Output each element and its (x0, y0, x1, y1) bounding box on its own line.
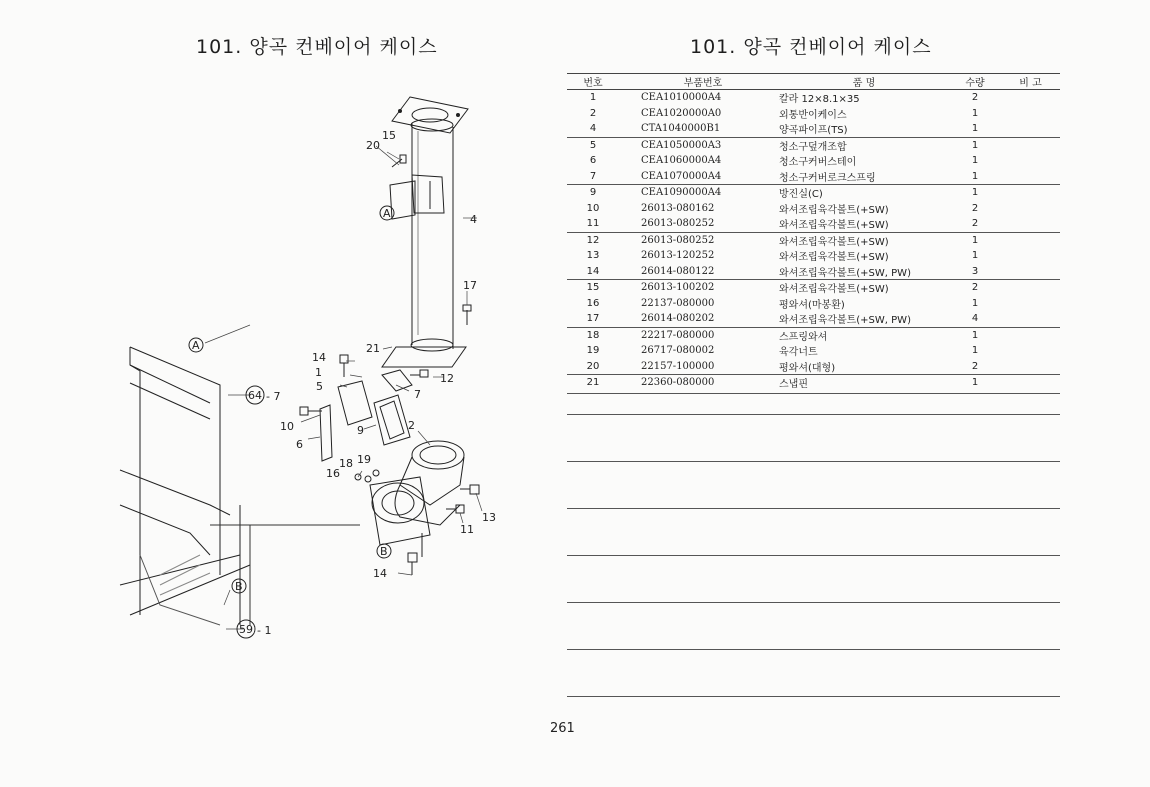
table-rule (567, 393, 1060, 394)
callout-1: 1 (315, 366, 322, 379)
table-row (567, 201, 1060, 217)
callout-7: 7 (414, 388, 421, 401)
cell-part-number: 26013-100202 (619, 280, 765, 296)
table-row (567, 311, 1060, 327)
table-row (567, 327, 1060, 343)
cell-part-number: 26013-080252 (641, 218, 715, 230)
table-rule (567, 414, 1060, 415)
cell-qty: 2 (949, 280, 1001, 296)
cell-part-number: CEA1090000A4 (619, 185, 765, 201)
cell-qty: 1 (971, 107, 979, 119)
cell-remarks (1001, 232, 1060, 248)
cell-qty: 1 (949, 375, 1001, 391)
table-row (567, 185, 1060, 201)
cell-part-name: 와셔조립육각볼트(+SW) (779, 252, 889, 264)
cell-remarks (1001, 201, 1060, 217)
header-part-number: 부품번호 (619, 74, 765, 90)
cell-part-name: 청소구커버로크스프링 (779, 172, 876, 184)
lock-spring (382, 370, 412, 391)
cell-part-number: 22157-100000 (641, 360, 715, 372)
callout-ref-59: 59 (239, 623, 253, 636)
cell-qty: 2 (971, 360, 979, 372)
cell-remarks (1001, 359, 1060, 375)
cell-part-number: 22360-080000 (619, 375, 765, 391)
cell-qty: 4 (971, 313, 979, 325)
callout-ref-b-case: B (380, 545, 388, 558)
cell-part-number: CEA1050000A3 (619, 137, 765, 153)
callout-9: 9 (357, 424, 364, 437)
table-row (567, 375, 1060, 391)
cell-no: 20 (586, 360, 600, 372)
cell-qty: 1 (971, 155, 979, 167)
cover-stay (320, 405, 332, 461)
table-row (567, 343, 1060, 359)
cell-qty: 1 (971, 250, 979, 262)
cell-part-number: 22137-080000 (641, 297, 715, 309)
table-row (567, 264, 1060, 280)
cell-part-name: 평와셔(마봉환) (779, 299, 845, 311)
cell-remarks (1001, 153, 1060, 169)
table-rule (567, 461, 1060, 462)
table-rule (567, 602, 1060, 603)
parts-table (567, 73, 1060, 391)
cell-qty: 1 (949, 327, 1001, 343)
header-part-name: 품 명 (765, 74, 949, 90)
cell-no: 17 (586, 313, 600, 325)
cell-part-name: 방진실(C) (765, 185, 949, 201)
cell-remarks (1001, 90, 1060, 106)
cell-part-number: CEA1010000A4 (641, 92, 722, 104)
table-row (567, 280, 1060, 296)
cell-part-number: CEA1020000A0 (641, 107, 722, 119)
table-rule (567, 508, 1060, 509)
cell-no: 1 (589, 92, 597, 104)
cell-part-name: 청소구덮개조합 (765, 137, 949, 153)
seal-packing (374, 395, 410, 445)
cell-part-name: 와셔조립육각볼트(+SW, PW) (779, 267, 911, 279)
cell-part-number: 26014-080122 (641, 265, 715, 277)
table-row (567, 106, 1060, 122)
cell-no: 9 (567, 185, 619, 201)
cell-part-number: CEA1070000A4 (641, 170, 722, 182)
table-row (567, 121, 1060, 137)
cell-part-name: 양곡파이프(TS) (779, 125, 848, 137)
table-rule (567, 696, 1060, 697)
cell-remarks (1001, 185, 1060, 201)
header-remarks: 비 고 (1001, 74, 1060, 90)
cell-remarks (1001, 296, 1060, 312)
cell-part-name: 청소구커버스테이 (779, 157, 857, 169)
cell-qty: 2 (971, 202, 979, 214)
table-row (567, 169, 1060, 185)
cell-qty: 3 (971, 265, 979, 277)
cell-part-number: 22217-080000 (619, 327, 765, 343)
callout-14-bottom: 14 (373, 567, 387, 580)
callout-17: 17 (463, 279, 477, 292)
table-row (567, 153, 1060, 169)
cell-no: 5 (567, 137, 619, 153)
cell-qty: 1 (949, 185, 1001, 201)
cell-qty: 2 (971, 92, 979, 104)
cell-part-number: 26717-080002 (641, 345, 715, 357)
header-no: 번호 (567, 74, 619, 90)
callout-ref-59-suffix: - 1 (257, 624, 272, 637)
cell-remarks (1001, 169, 1060, 185)
table-row (567, 232, 1060, 248)
cell-remarks (1001, 343, 1060, 359)
cell-no: 21 (567, 375, 619, 391)
table-row (567, 216, 1060, 232)
cell-remarks (1001, 121, 1060, 137)
cell-remarks (1001, 248, 1060, 264)
table-row (567, 296, 1060, 312)
pipe-bracket (412, 175, 444, 213)
cell-remarks (1001, 137, 1060, 153)
callout-ref-b-body: B (235, 580, 243, 593)
cell-no: 16 (586, 297, 600, 309)
table-rule (567, 649, 1060, 650)
callout-18: 18 (339, 457, 353, 470)
callout-19: 19 (357, 453, 371, 466)
page-title-right: 101. 양곡 컨베이어 케이스 (690, 36, 932, 58)
callout-21: 21 (366, 342, 380, 355)
cell-part-number: 26013-120252 (641, 250, 715, 262)
cell-part-name: 와셔조립육각볼트(+SW, PW) (779, 315, 911, 327)
table-header-row (567, 74, 1060, 90)
cell-part-name: 와셔조립육각볼트(+SW) (765, 280, 949, 296)
table-row (567, 248, 1060, 264)
cell-no: 6 (589, 155, 597, 167)
cell-qty: 1 (971, 123, 979, 135)
cell-qty: 2 (971, 218, 979, 230)
cell-part-number: CTA1040000B1 (641, 123, 721, 135)
callout-ref-a-body: A (192, 339, 200, 352)
cell-remarks (1001, 264, 1060, 280)
cell-qty: 1 (971, 297, 979, 309)
cell-remarks (1001, 106, 1060, 122)
cell-part-name: 와셔조립육각볼트(+SW) (765, 232, 949, 248)
cell-no: 11 (586, 218, 600, 230)
cell-part-name: 외통반이케이스 (779, 109, 847, 121)
cell-no: 4 (589, 123, 597, 135)
cell-part-name: 스냅핀 (765, 375, 949, 391)
cell-remarks (1001, 327, 1060, 343)
cell-part-name: 칼라 12×8.1×35 (779, 94, 860, 106)
callout-16: 16 (326, 467, 340, 480)
cell-remarks (1001, 311, 1060, 327)
callout-2: 2 (408, 419, 415, 432)
table-rule (567, 555, 1060, 556)
table-row (567, 90, 1060, 106)
cell-no: 18 (567, 327, 619, 343)
cell-part-name: 육각너트 (779, 347, 818, 359)
cell-no: 13 (586, 250, 600, 262)
callout-ref-a-pipe: A (383, 207, 391, 220)
callout-10: 10 (280, 420, 294, 433)
cell-remarks (1001, 280, 1060, 296)
page-number: 261 (550, 721, 575, 736)
callout-14-top: 14 (312, 351, 326, 364)
callout-11: 11 (460, 523, 474, 536)
cell-remarks (1001, 375, 1060, 391)
cleanout-cover (338, 381, 372, 425)
cell-no: 14 (586, 265, 600, 277)
page-title-left: 101. 양곡 컨베이어 케이스 (196, 36, 438, 58)
cell-no: 12 (567, 232, 619, 248)
cell-part-number: CEA1060000A4 (641, 155, 722, 167)
cell-no: 10 (586, 202, 600, 214)
callout-4: 4 (470, 213, 477, 226)
cell-qty: 1 (971, 170, 979, 182)
cell-no: 7 (589, 170, 597, 182)
table-row (567, 359, 1060, 375)
callout-5: 5 (316, 380, 323, 393)
table-row (567, 137, 1060, 153)
header-qty: 수량 (949, 74, 1001, 90)
callout-ref-64-suffix: - 7 (266, 390, 281, 403)
callout-ref-64: 64 (248, 389, 262, 402)
pipe-bottom-flange (382, 347, 466, 367)
parts-diagram (100, 85, 520, 685)
cell-no: 19 (586, 345, 600, 357)
cell-part-name: 평와셔(대형) (779, 362, 836, 374)
cell-qty: 1 (949, 137, 1001, 153)
cell-qty: 1 (949, 232, 1001, 248)
callout-15: 15 (382, 129, 396, 142)
callout-6: 6 (296, 438, 303, 451)
callout-13: 13 (482, 511, 496, 524)
cell-remarks (1001, 216, 1060, 232)
cell-part-name: 스프링와셔 (765, 327, 949, 343)
cell-part-number: 26013-080252 (619, 232, 765, 248)
cell-no: 15 (567, 280, 619, 296)
cell-part-number: 26013-080162 (641, 202, 715, 214)
cell-part-name: 와셔조립육각볼트(+SW) (779, 220, 889, 232)
cell-part-number: 26014-080202 (641, 313, 715, 325)
cell-no: 2 (589, 107, 597, 119)
callout-20: 20 (366, 139, 380, 152)
callout-12: 12 (440, 372, 454, 385)
cell-qty: 1 (971, 345, 979, 357)
cell-part-name: 와셔조립육각볼트(+SW) (779, 204, 889, 216)
